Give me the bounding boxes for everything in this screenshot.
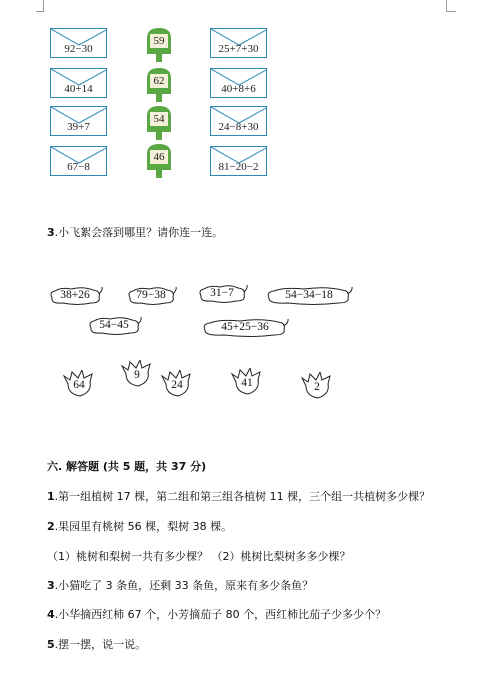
mailbox [144, 142, 174, 178]
seed-expression: 54−45 [99, 319, 129, 331]
envelope-expression: 39+7 [67, 121, 90, 133]
question-3 [47, 577, 313, 593]
question-1 [47, 488, 430, 504]
section-title: 六. 解答题 (共 5 题，共 37 分) [47, 460, 207, 473]
seed-expression: 45+25−36 [221, 321, 269, 333]
leaf-number: 24 [171, 379, 183, 391]
floss-seed [264, 286, 354, 306]
question-4 [47, 606, 386, 622]
leaf [230, 368, 264, 396]
envelope-expression: 40+8+6 [221, 83, 256, 95]
question-number: 2 [47, 520, 55, 533]
floss-seed [200, 318, 290, 338]
question-text: .小猫吃了 3 条鱼，还剩 33 条鱼，原来有多少条鱼？ [54, 579, 314, 592]
mailbox-number: 62 [153, 75, 165, 87]
question-3 [47, 224, 223, 240]
leaf [300, 372, 334, 400]
envelope [210, 68, 267, 98]
envelope [50, 28, 107, 58]
mailbox [144, 66, 174, 102]
envelope-expression: 40+14 [64, 83, 93, 95]
envelope [210, 146, 267, 176]
leaf-number: 9 [134, 369, 140, 381]
question-2 [47, 518, 232, 534]
envelope [50, 146, 107, 176]
envelope-expression: 24−8+30 [218, 121, 259, 133]
page-corner-mark [36, 0, 44, 12]
envelope-expression: 92−30 [64, 43, 93, 55]
question-5 [47, 636, 146, 652]
question-text: .小华摘西红柿 67 个，小芳摘茄子 80 个，西红柿比茄子少多少个？ [54, 608, 387, 621]
question-number: 3 [47, 579, 55, 592]
envelope-expression: 81−20−2 [218, 161, 259, 173]
envelope [50, 106, 107, 136]
mailbox-number: 54 [153, 113, 165, 125]
mailbox [144, 104, 174, 140]
leaf [62, 370, 96, 398]
envelope-expression: 67−8 [67, 161, 90, 173]
question-number: 1 [47, 490, 55, 503]
question-text: .小飞絮会落到哪里？请你连一连。 [54, 226, 224, 239]
question-number: 4 [47, 608, 55, 621]
question-text: （1）桃树和梨树一共有多少棵？ （2）桃树比梨树多多少棵？ [47, 550, 351, 563]
question-2-subparts [47, 548, 351, 564]
question-text: .摆一摆，说一说。 [54, 638, 147, 651]
floss-seed [196, 284, 248, 304]
floss-seed [47, 286, 103, 306]
page-corner-mark [446, 0, 456, 12]
leaf [160, 370, 194, 398]
leaf [120, 360, 154, 388]
seed-expression: 38+26 [60, 289, 90, 301]
question-number: 3 [47, 226, 55, 239]
mailbox-number: 46 [153, 151, 165, 163]
question-text: .第一组植树 17 棵，第二组和第三组各植树 11 棵，三个组一共植树多少棵？ [54, 490, 431, 503]
seed-expression: 79−38 [136, 289, 166, 301]
mailbox [144, 26, 174, 62]
envelope [50, 68, 107, 98]
question-number: 5 [47, 638, 55, 651]
leaf-number: 64 [73, 379, 85, 391]
mailbox-number: 59 [153, 35, 165, 47]
envelope [210, 106, 267, 136]
floss-seed [125, 286, 177, 306]
leaf-number: 41 [241, 377, 253, 389]
floss-seed [86, 316, 142, 336]
envelope [210, 28, 267, 58]
seed-expression: 54−34−18 [285, 289, 333, 301]
seed-expression: 31−7 [210, 287, 234, 299]
envelope-expression: 25+7+30 [218, 43, 259, 55]
question-text: .果园里有桃树 56 棵，梨树 38 棵。 [54, 520, 233, 533]
leaf-number: 2 [314, 381, 320, 393]
